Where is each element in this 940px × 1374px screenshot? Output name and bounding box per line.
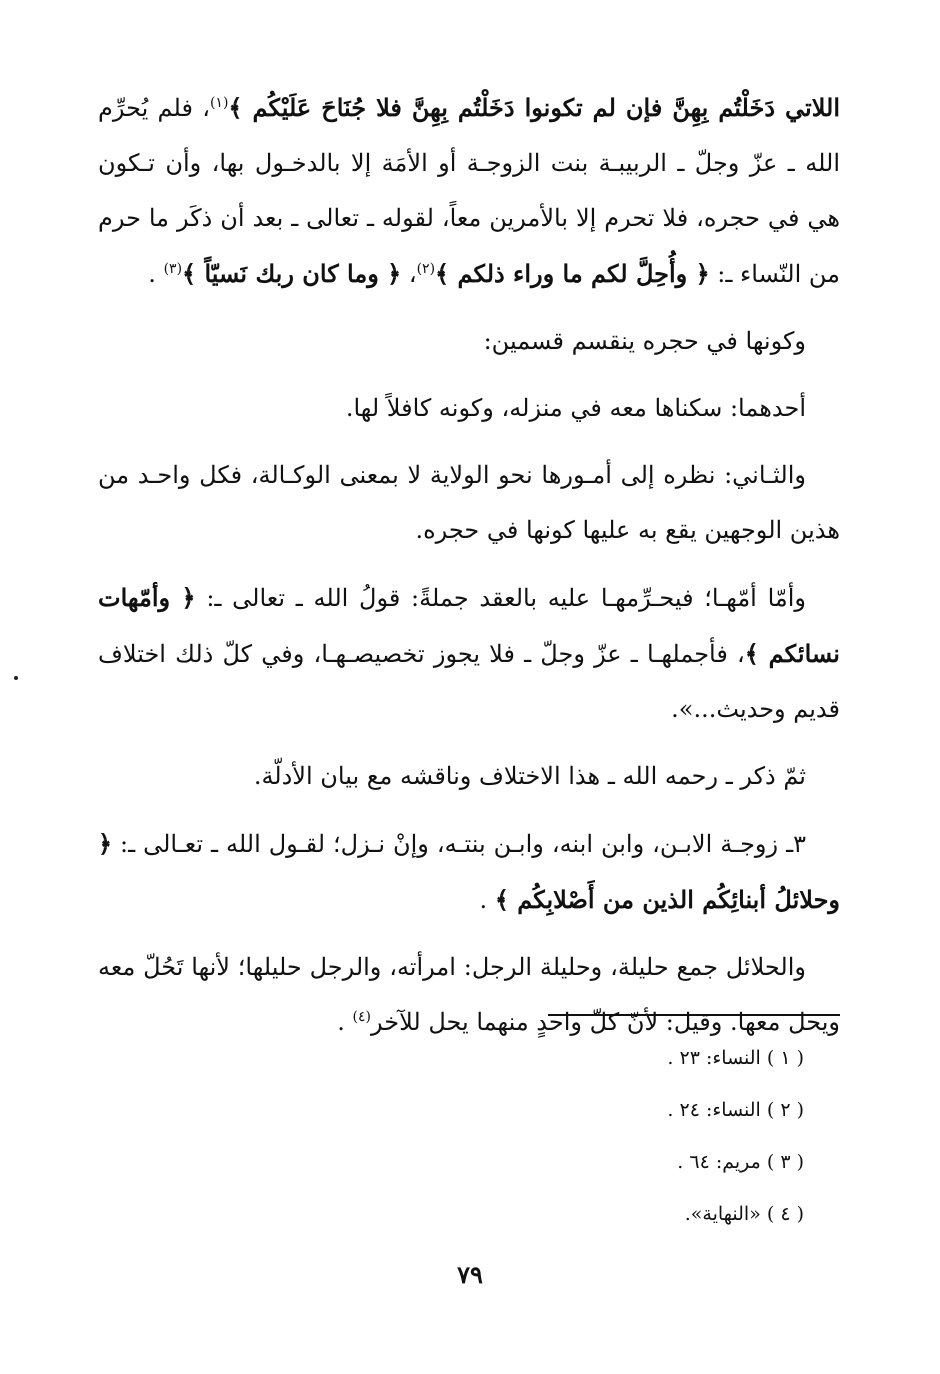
footnote-1: ( ١ ) النساء: ٢٣ .: [667, 1047, 804, 1069]
paragraph-4: [98, 448, 840, 558]
footnote-separator: [548, 1014, 840, 1016]
text-run: ، فأجملهـا ـ عزّ وجلّ ـ فلا يجوز تخصيصـهـا، وفي كلّ ذلك اختلاف قديم وحديث...».: [98, 640, 840, 723]
quran-quote: ﴿ وما كان ربك نَسيّاً ﴾: [182, 259, 402, 288]
footnote-ref: (٣): [163, 261, 183, 277]
scan-speck: [14, 676, 18, 680]
paragraph-1: [98, 80, 840, 302]
text-run: والحلائل جمع حليلة، وحليلة الرجل: امرأته، والرجل حليلها؛ لأنها تَحُلّ معه ويحل معها. وقيل: لأنّ كلّ واحدٍ منهما يحل للآخر: [98, 953, 840, 1036]
text-run: ثمّ ذكر ـ رحمه الله ـ هذا الاختلاف وناقشه مع بيان الأدلّة.: [253, 762, 806, 790]
quran-quote: ﴿ وأمّهات نسائكم ﴾: [98, 583, 840, 668]
text-run: والثـاني: نظره إلى أمـورها نحو الولاية لا بمعنى الوكـالة، فكل واحـد من هذين الوجهين يقع به عليها كونها في حجره.: [98, 461, 840, 544]
text-run: .: [148, 260, 164, 288]
text-run: ، فلم يُحرِّم الله ـ عزّ وجلّ ـ الربيبـة بنت الزوجـة أو الأمَة إلا بالدخـول بها، وأن تـكون هي في حجره، فلا تحرم إلا بالأمرين معاً، لقوله ـ تعالى ـ بعد أن ذكَر ما حرم من النّساء ـ:: [98, 94, 840, 288]
text-run: وكونها في حجره ينقسم قسمين:: [483, 327, 806, 355]
text-run: ،: [401, 260, 417, 288]
footnote-ref: (١): [209, 95, 229, 111]
footnote-2: ( ٢ ) النساء: ٢٤ .: [667, 1099, 804, 1121]
footnote-4: ( ٤ ) «النهاية».: [684, 1203, 804, 1225]
paragraph-2: [98, 314, 840, 369]
paragraph-6: [98, 749, 840, 804]
footnote-ref: (٢): [416, 261, 436, 277]
paragraph-7: [98, 816, 840, 928]
paragraph-5: [98, 570, 840, 737]
text-run: ٣ـ زوجـة الابـن، وابن ابنه، وابـن بنتـه، وإنْ نـزل؛ لقـول الله ـ تعـالى ـ:: [112, 830, 806, 858]
footnote-3: ( ٣ ) مريم: ٦٤ .: [677, 1151, 804, 1173]
footnote-ref: (٤): [352, 1009, 372, 1025]
text-run: وأمّا أمّهـا؛ فيحـرِّمهـا عليه بالعقد جملةً: قولُ الله ـ تعالى ـ:: [195, 584, 806, 612]
quran-quote: ﴿ وأُحِلَّ لكم ما وراء ذلكم ﴾: [435, 259, 710, 288]
text-run: أحدهما: سكناها معه في منزله، وكونه كافلاً لها.: [345, 394, 806, 422]
main-text: [98, 80, 840, 1062]
quran-quote: اللاتي دَخَلْتُم بِهِنَّ فإن لم تكونوا دَخَلْتُم بِهِنَّ فلا جُنَاحَ عَلَيْكُم ﴾: [228, 93, 840, 122]
paragraph-3: [98, 381, 840, 436]
footnotes: [304, 1032, 804, 1240]
text-run: .: [479, 886, 495, 914]
page-number: ٧٩: [457, 1260, 483, 1289]
text-run: .: [337, 1008, 353, 1036]
quran-quote: ﴿ وحلائلُ أبنائِكُم الذين من أَصْلابِكُم ﴾: [98, 829, 840, 914]
